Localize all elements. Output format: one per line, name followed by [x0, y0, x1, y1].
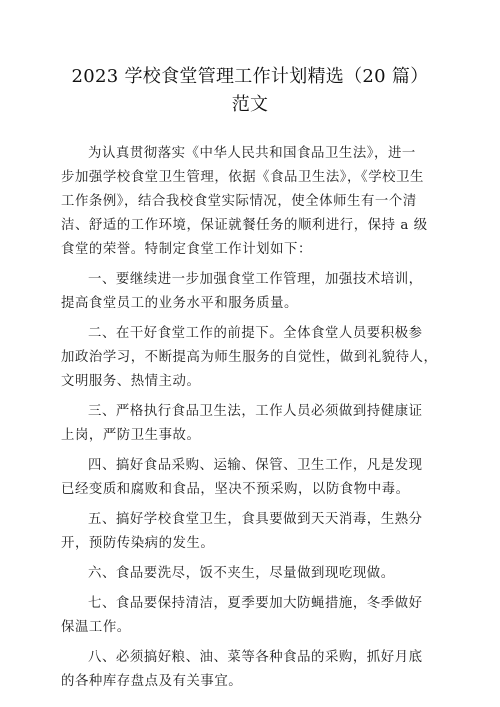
item-1-line-1: 一、要继续进一步加强食堂工作管理，加强技术培训，: [88, 272, 423, 287]
intro-line-5: 食堂的荣誉。特制定食堂工作计划如下：: [61, 242, 312, 257]
item-5-line-1: 五、搞好学校食堂卫生，食具要做到天天消毒，生熟分: [88, 512, 423, 527]
item-7-line-1: 七、食品要保持清洁，夏季要加大防蝇措施，冬季做好: [88, 596, 423, 611]
item-7-line-2: 保温工作。: [61, 620, 131, 635]
document-title: 2023 学校食堂管理工作计划精选（20 篇）: [71, 66, 429, 87]
document-title-continued: 范文: [231, 94, 269, 115]
item-4-line-1: 四、搞好食品采购、运输、保管、卫生工作，凡是发现: [88, 458, 423, 473]
document-body: [61, 142, 439, 694]
item-5-line-2: 开，预防传染病的发生。: [61, 536, 215, 551]
item-4-line-2: 已经变质和腐败和食品，坚决不预采购，以防食物中毒。: [61, 482, 410, 497]
item-2-line-1: 二、在干好食堂工作的前提下。全体食堂人员要积极参: [88, 326, 423, 341]
item-6-line-1: 六、食品要洗尽，饭不夹生，尽量做到现吃现做。: [88, 566, 395, 581]
item-8-line-2: 的各种库存盘点及有关事宜。: [61, 674, 243, 689]
intro-line-3: 工作条例》，结合我校食堂实际情况，使全体师生有一个清: [61, 194, 417, 209]
item-3-line-1: 三、严格执行食品卫生法，工作人员必须做到持健康证: [88, 404, 423, 419]
item-2-line-3: 文明服务、热情主动。: [61, 374, 201, 389]
item-3-line-2: 上岗，严防卫生事故。: [61, 428, 201, 443]
item-8-line-1: 八、必须搞好粮、油、菜等各种食品的采购，抓好月底: [88, 650, 423, 665]
item-1-line-2: 提高食堂员工的业务水平和服务质量。: [61, 296, 298, 311]
intro-line-4: 洁、舒适的工作环境，保证就餐任务的顺利进行，保持 a 级: [61, 218, 428, 233]
intro-line-2: 步加强学校食堂卫生管理，依据《食品卫生法》，《学校卫生: [61, 170, 424, 185]
item-2-line-2: 加政治学习，不断提高为师生服务的自觉性，做到礼貌待人，: [61, 350, 438, 365]
intro-line-1: 为认真贯彻落实《中华人民共和国食品卫生法》，进一: [88, 146, 416, 161]
